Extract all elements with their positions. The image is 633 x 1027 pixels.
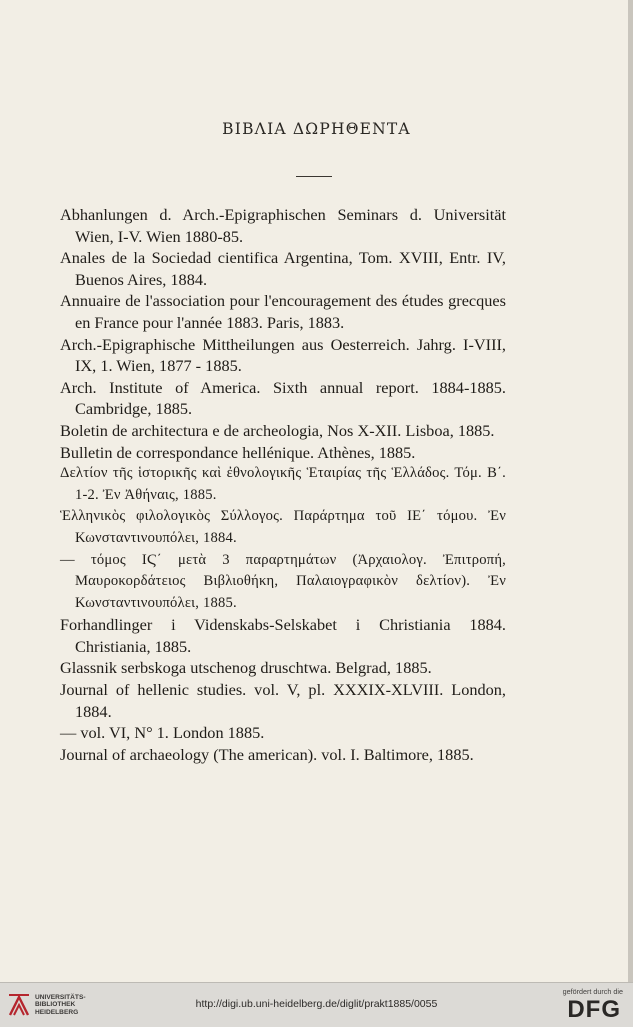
viewer-footer bbox=[0, 982, 633, 1027]
bibliography-entry: Boletin de architectura e de archeologia, Nos X-XII. Lisboa, 1885. bbox=[60, 420, 495, 440]
bibliography-entry: Annuaire de l'association pour l'encouragement des études grecques en France pour l'année 1883. Paris, 1883. bbox=[60, 291, 506, 332]
bibliography-list bbox=[60, 204, 506, 765]
bibliography-entry: Abhanlungen d. Arch.-Epigraphischen Seminars d. Universität Wien, I-V. Wien 1880-85. bbox=[60, 205, 506, 246]
bibliography-entry: Glassnik serbskoga utschenog druschtwa. Belgrad, 1885. bbox=[60, 658, 432, 678]
dfg-logo: DFG bbox=[567, 996, 621, 1023]
bibliography-entry: Anales de la Sociedad cientifica Argentina, Tom. XVIII, Entr. IV, Buenos Aires, 1884. bbox=[60, 248, 506, 289]
bibliography-entry: Δελτίον τῆς ἱστορικῆς καὶ ἐθνολογικῆς Ἑταιρίας τῆς Ἑλλάδος. Τόμ. Β΄. 1-2. Ἐν Ἀθήναις, 1885. bbox=[60, 465, 506, 503]
bibliography-entry: — τόμος ΙϚ΄ μετὰ 3 παραρτημάτων (Ἀρχαιολογ. Ἐπιτροπή, Μαυροκορδάτειος Βιβλιοθήκη, Παλαιογραφικὸν δελτίον). Ἐν Κωνσταντινουπόλει, 1885. bbox=[60, 551, 506, 611]
heading-rule bbox=[296, 176, 332, 177]
funded-by-label: gefördert durch die bbox=[562, 987, 623, 996]
bibliography-entry: Arch. Institute of America. Sixth annual report. 1884-1885. Cambridge, 1885. bbox=[60, 377, 506, 419]
bibliography-entry: Arch.-Epigraphische Mittheilungen aus Oesterreich. Jahrg. I-VIII, IX, 1. Wien, 1877 - 1885. bbox=[60, 334, 506, 376]
page-edge bbox=[628, 0, 633, 982]
bibliography-entry: Journal of hellenic studies. vol. V, pl. XXXIX-XLVIII. London, 1884. bbox=[60, 680, 506, 721]
bibliography-entry: Ἑλληνικὸς φιλολογικὸς Σύλλογος. Παράρτημα τοῦ ΙΕ΄ τόμου. Ἐν Κωνσταντινουπόλει, 1884. bbox=[60, 508, 506, 546]
page-heading: ΒΙΒΛΙΑ ΔΩΡΗΘΕΝΤΑ bbox=[222, 120, 411, 138]
library-name-line: BIBLIOTHEK bbox=[35, 1001, 76, 1009]
bibliography-entry: — vol. VI, N° 1. London 1885. bbox=[60, 723, 265, 743]
library-name-line: HEIDELBERG bbox=[35, 1008, 79, 1016]
bibliography-entry: Forhandlinger i Videnskabs-Selskabet i Christiania 1884. Christiania, 1885. bbox=[60, 615, 506, 656]
bibliography-entry: Bulletin de correspondance hellénique. Athènes, 1885. bbox=[60, 442, 416, 462]
source-url-link[interactable]: http://digi.ub.uni-heidelberg.de/diglit/prakt1885/0055 bbox=[195, 998, 438, 1010]
library-name-line: UNIVERSITÄTS- bbox=[35, 994, 86, 1001]
bibliography-entry: Journal of archaeology (The american). vol. I. Baltimore, 1885. bbox=[60, 744, 474, 764]
